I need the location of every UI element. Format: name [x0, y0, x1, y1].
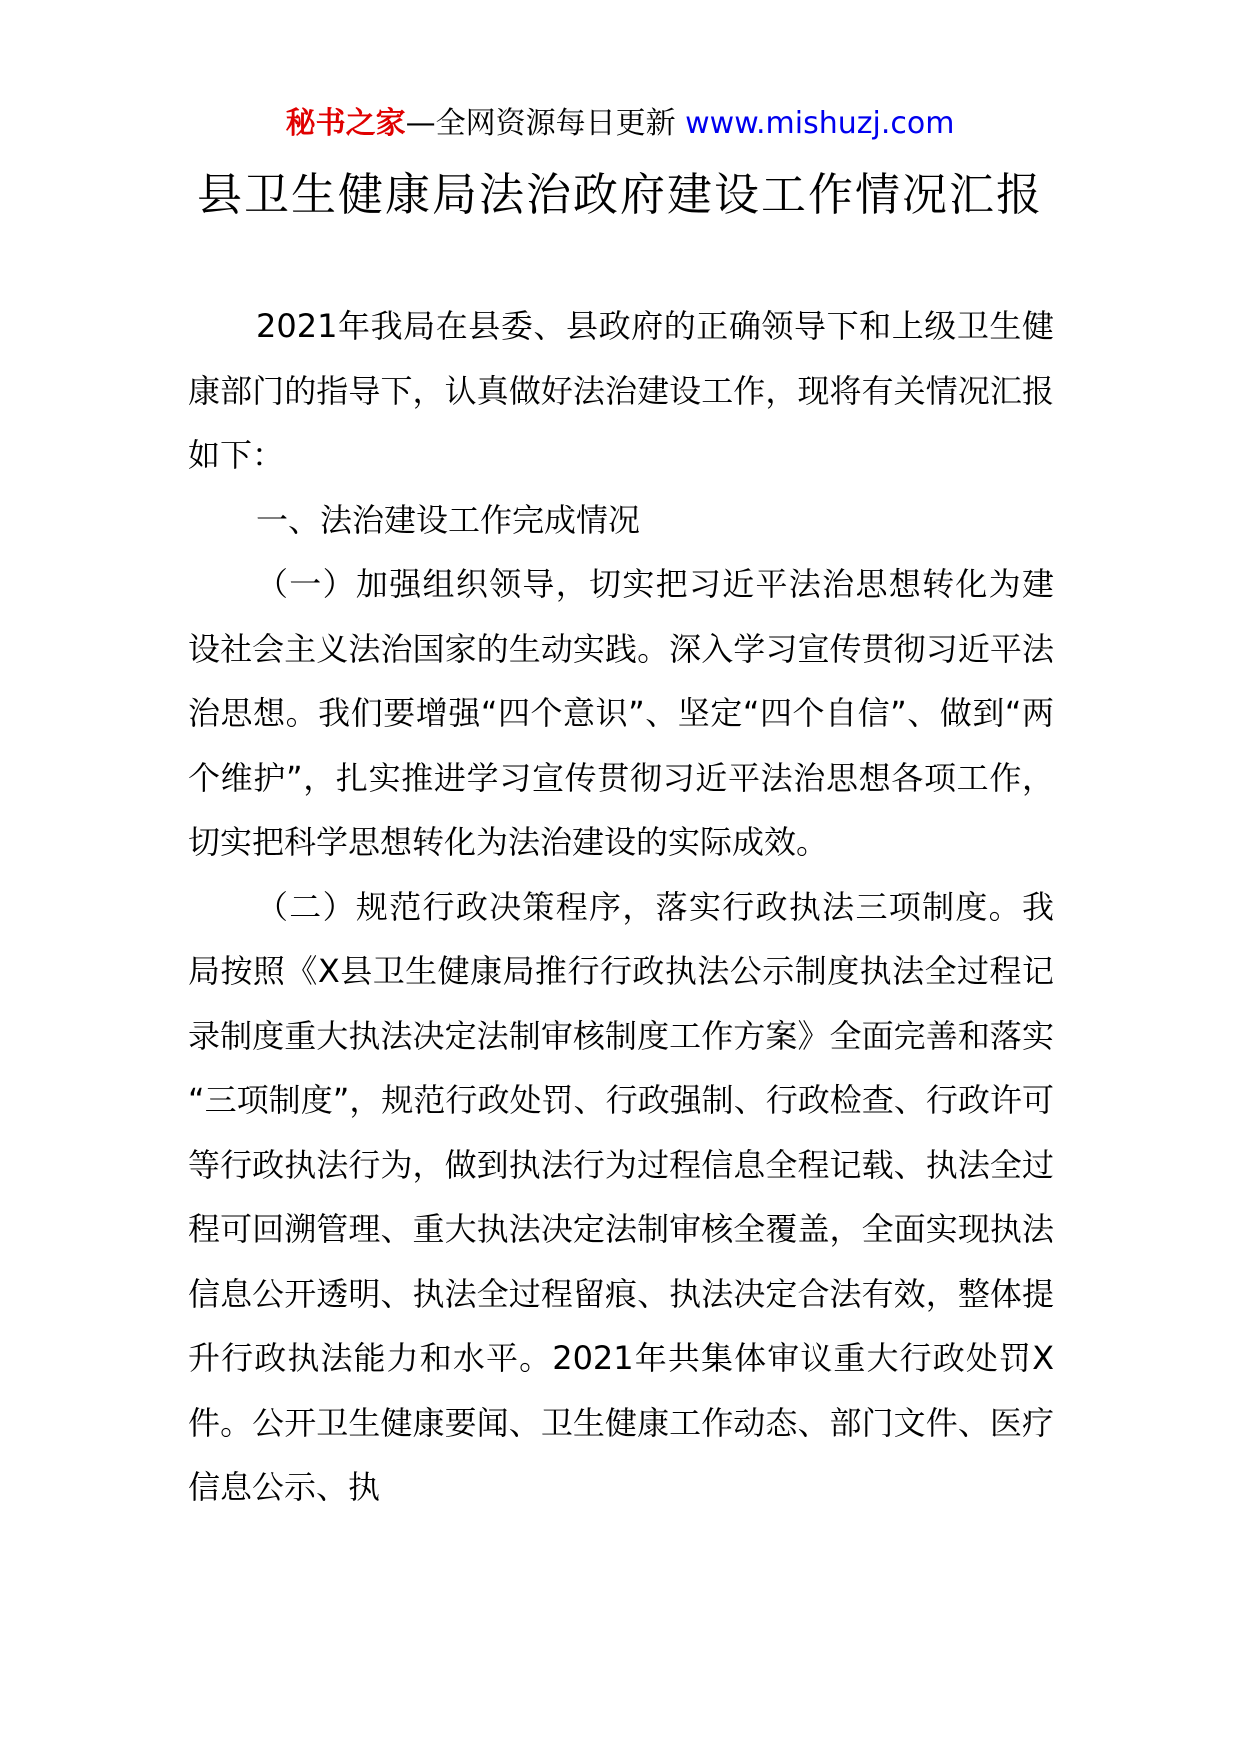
paragraph-item-1: （一）加强组织领导，切实把习近平法治思想转化为建设社会主义法治国家的生动实践。深入学习宣传贯彻习近平法治思想。我们要增强“四个意识”、坚定“四个自信”、做到“两个维护”，扎实推进学习宣传贯彻习近平法治思想各项工作，切实把科学思想转化为法治建设的实际成效。: [188, 565, 1054, 861]
site-banner: [0, 104, 1240, 144]
document-body: [188, 294, 1054, 1520]
site-tagline: —全网资源每日更新: [405, 106, 686, 141]
section-heading-1: 一、法治建设工作完成情况: [256, 500, 641, 539]
paragraph-intro: 2021年我局在县委、县政府的正确领导下和上级卫生健康部门的指导下，认真做好法治建设工作，现将有关情况汇报如下：: [188, 307, 1054, 474]
paragraph-item-2: （二）规范行政决策程序，落实行政执法三项制度。我局按照《X县卫生健康局推行行政执法公示制度执法全过程记录制度重大执法决定法制审核制度工作方案》全面完善和落实 “三项制度”，规范行政处罚、行政强制、行政检查、行政许可等行政执法行为，做到执法行为过程信息全程记载、执法全过程可回溯管理、重大执法决定法制审核全覆盖，全面实现执法信息公开透明、执法全过程留痕、执法决定合法有效，整体提升行政执法能力和水平。2021年共集体审议重大行政处罚X件。公开卫生健康要闻、卫生健康工作动态、部门文件、医疗信息公示、执: [188, 887, 1054, 1506]
site-brand: 秘书之家: [285, 106, 406, 141]
document-title: 县卫生健康局法治政府建设工作情况汇报: [196, 168, 1043, 221]
site-url-link[interactable]: www.mishuzj.com: [685, 106, 955, 141]
